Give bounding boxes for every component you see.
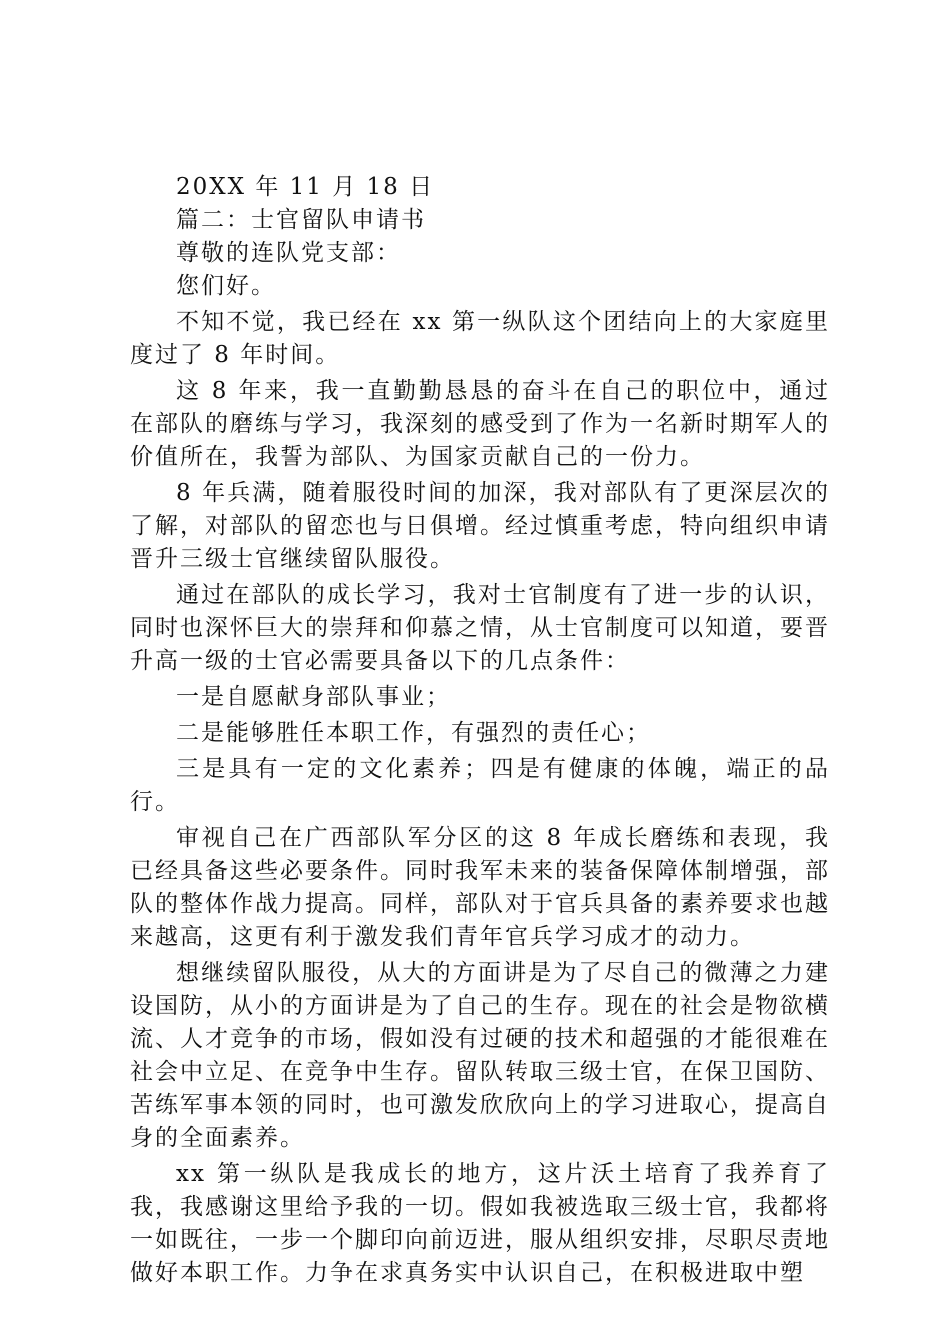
salutation: 尊敬的连队党支部： — [176, 240, 401, 266]
condition-3-4: 三是具有一定的文化素养；四是有健康的体魄，端正的品行。 — [130, 756, 830, 815]
paragraph-2: 这 8 年来，我一直勤勤恳恳的奋斗在自己的职位中，通过在部队的磨练与学习，我深刻的感受到了作为一名新时期军人的价值所在，我誓为部队、为国家贡献自己的一份力。 — [130, 378, 830, 470]
date-line: 20XX 年 11 月 18 日 — [176, 174, 435, 200]
paragraph-5: 审视自己在广西部队军分区的这 8 年成长磨练和表现，我已经具备这些必要条件。同时我军未来的装备保障体制增强，部队的整体作战力提高。同样，部队对于官兵具备的素养要求也越来越高，这更有利于激发我们青年官兵学习成才的动力。 — [130, 825, 830, 950]
paragraph-4: 通过在部队的成长学习，我对士官制度有了进一步的认识，同时也深怀巨大的崇拜和仰慕之情，从士官制度可以知道，要晋升高一级的士官必需要具备以下的几点条件： — [130, 582, 830, 674]
condition-2: 二是能够胜任本职工作，有强烈的责任心； — [176, 720, 651, 746]
document-title: 篇二：士官留队申请书 — [176, 207, 426, 233]
paragraph-7: xx 第一纵队是我成长的地方，这片沃土培育了我养育了我，我感谢这里给予我的一切。假如我被选取三级士官，我都将一如既往，一步一个脚印向前迈进，服从组织安排，尽职尽责地做好本职工作。力争在求真务实中认识自己，在积极进取中塑 — [130, 1161, 830, 1286]
paragraph-3: 8 年兵满，随着服役时间的加深，我对部队有了更深层次的了解，对部队的留恋也与日俱增。经过慎重考虑，特向组织申请晋升三级士官继续留队服役。 — [130, 480, 830, 572]
paragraph-6: 想继续留队服役，从大的方面讲是为了尽自己的微薄之力建设国防，从小的方面讲是为了自己的生存。现在的社会是物欲横流、人才竞争的市场，假如没有过硬的技术和超强的才能很难在社会中立足、在竞争中生存。留队转取三级士官，在保卫国防、苦练军事本领的同时，也可激发欣欣向上的学习进取心，提高自身的全面素养。 — [130, 960, 830, 1151]
condition-1: 一是自愿献身部队事业； — [176, 684, 451, 710]
document-body — [130, 171, 830, 1293]
paragraph-1: 不知不觉，我已经在 xx 第一纵队这个团结向上的大家庭里度过了 8 年时间。 — [130, 309, 830, 368]
greeting: 您们好。 — [176, 273, 276, 299]
